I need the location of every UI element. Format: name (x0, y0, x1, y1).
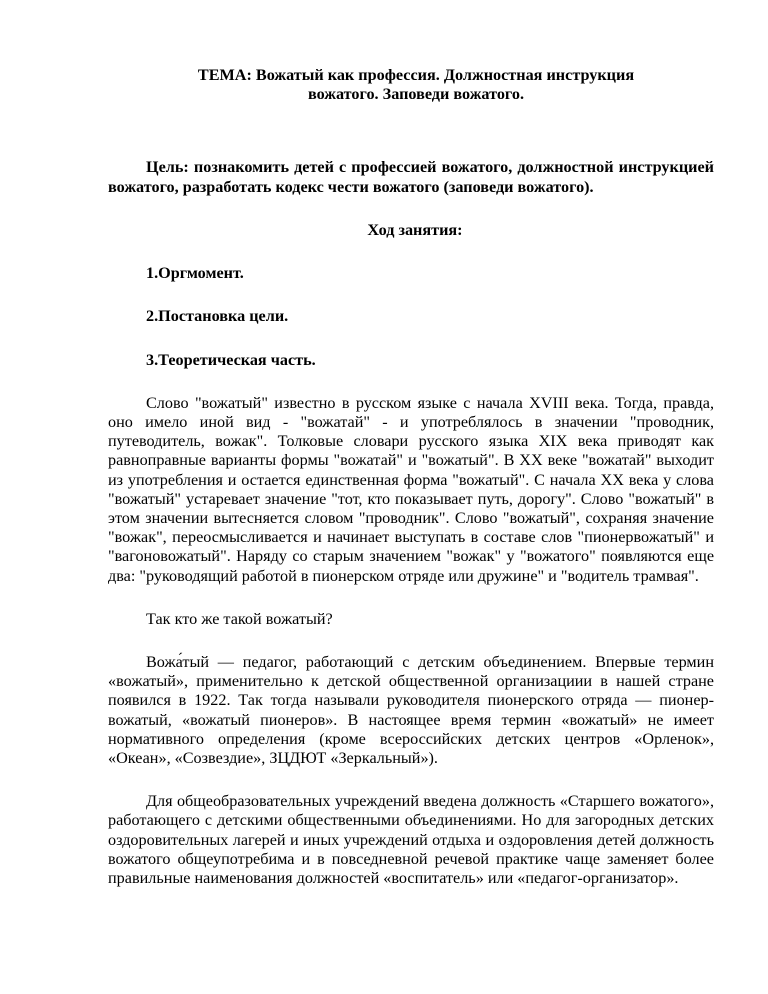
title-line-1: ТЕМА: Вожатый как профессия. Должностная инструкция (197, 66, 635, 84)
title-line-2: вожатого. Заповеди вожатого. (307, 85, 525, 103)
document-title (108, 66, 714, 104)
lesson-goal: Цель: познакомить детей с профессией вожатого, должностной инструкцией вожатого, разработать кодекс чести вожатого (заповеди вожатого). (108, 158, 714, 196)
course-heading: Ход занятия: (367, 221, 463, 239)
paragraph-question: Так кто же такой вожатый? (146, 609, 333, 628)
paragraph-position: Для общеобразовательных учреждений введена должность «Старшего вожатого», работающего с детскими общественными объединениями. Но для загородных детских оздоровительных лагерей и иных учреждений отдыха и оздоровления детей должность вожатого общеупотребима и в повседневной речевой практике чаще заменяет более правильные наименования должностей «воспитатель» или «педагог-организатор». (108, 792, 714, 888)
step-goal-setting: 2.Постановка цели. (146, 307, 289, 326)
step-theory: 3.Теоретическая часть. (146, 350, 316, 369)
paragraph-word-history: Слово "вожатый" известно в русском языке с начала XVIII века. Тогда, правда, оно имело иной вид - "вожатай" - и употреблялось в значении "проводник, путеводитель, вожак". Толковые словари русского языка XIX века приводят как равноправные варианты формы "вожатай" и "вожатый". В XX веке "вожатай" выходит из употребления и остается единственная форма "вожатый". С начала XX века у слова "вожатый" устаревает значение "тот, кто показывает путь, дорогу". Слово "вожатый" в этом значении вытесняется словом "проводник". Слово "вожатый", сохраняя значение "вожак", переосмысливается и начинает выступать в составе слов "пионервожатый" и "вагоновожатый". Наряду со старым значением "вожак" у "вожатого" появляются еще два: "руководящий работой в пионерском отряде или дружине" и "водитель трамвая". (108, 393, 714, 585)
step-orgmoment: 1.Оргмомент. (146, 264, 244, 283)
paragraph-definition: Вожа́тый — педагог, работающий с детским объединением. Впервые термин «вожатый», применительно к детской общественной организациии в нашей стране появился в 1922. Так тогда называли руководителя пионерского отряда — пионер-вожатый, «вожатый пионеров». В настоящее время термин «вожатый» не имеет нормативного определения (кроме всероссийских детских центров «Орленок», «Океан», «Созвездие», ЗЦДЮТ «Зеркальный»). (108, 653, 714, 768)
